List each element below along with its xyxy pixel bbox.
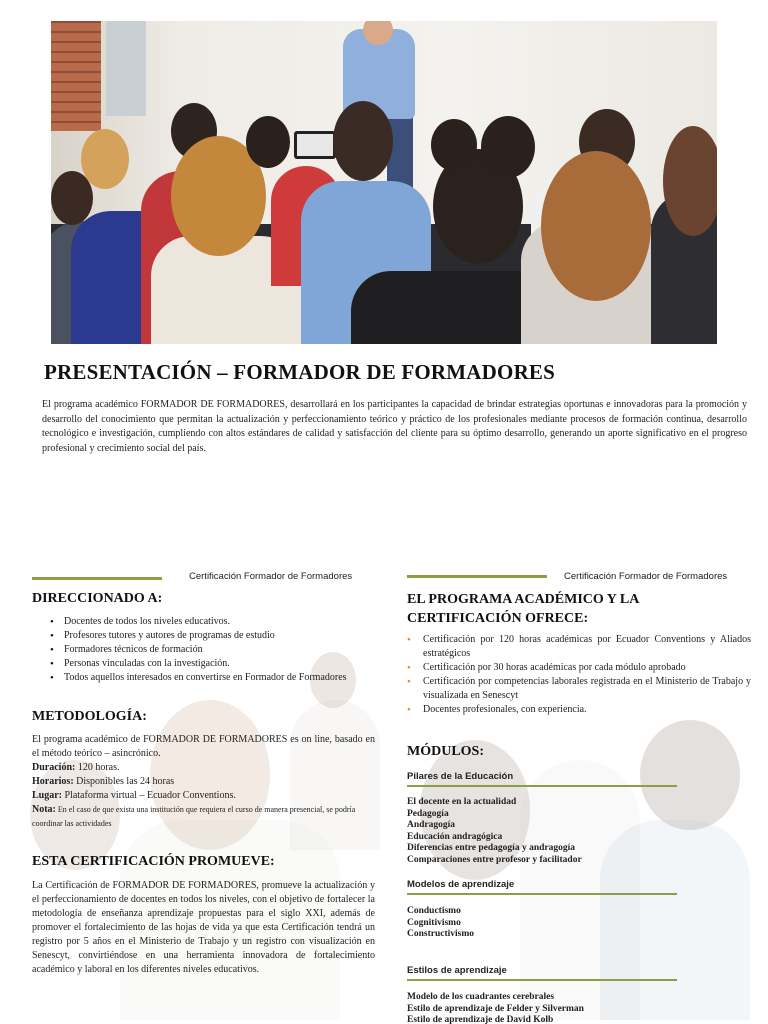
module-item: Conductismo [407, 906, 461, 916]
list-item: • Certificación por competencias laborales registrada en el Ministerio de Trabajo y visualizada en Senescyt [407, 675, 751, 703]
module-rule [407, 893, 677, 895]
horarios-line [32, 775, 375, 789]
module-item: Modelo de los cuadrantes cerebrales [407, 992, 555, 1002]
list-item: • Docentes profesionales, con experiencia. [407, 703, 751, 717]
list-item: • Certificación por 120 horas académicas por Ecuador Conventions y Aliados estratégicos [407, 633, 751, 661]
audience-head [481, 116, 535, 178]
module-rule [407, 785, 677, 787]
module-item: Andragogía [407, 820, 456, 830]
audience-head [663, 126, 717, 236]
module-title-estilos: Estilos de aprendizaje [407, 965, 507, 976]
module-item: Cognitivismo [407, 917, 461, 928]
list-item: • Certificación por 30 horas académicas por cada módulo aprobado [407, 661, 751, 675]
horarios-label: Horarios: [32, 776, 74, 787]
module-item: El docente en la actualidad [407, 797, 517, 807]
hero-window [106, 21, 146, 116]
module-rule [407, 979, 677, 981]
module-item: Estilo de aprendizaje de David Kolb [407, 1015, 554, 1024]
module-items-modelos [407, 906, 474, 941]
module-item: Educación andragógica [407, 831, 503, 842]
module-item: Constructivismo [407, 929, 475, 939]
background-person [600, 820, 750, 1020]
page-title: PRESENTACIÓN – FORMADOR DE FORMADORES [44, 360, 556, 384]
audience-head [81, 129, 129, 189]
module-items-estilos [407, 992, 584, 1024]
left-column-rule [32, 577, 162, 580]
audience-head [246, 116, 290, 168]
audience-tablet [294, 131, 336, 159]
duracion-value: 120 horas. [75, 762, 120, 773]
list-item: • Profesores tutores y autores de programas de estudio [48, 629, 375, 643]
right-column-rule [407, 575, 547, 578]
hero-brick-wall [51, 21, 101, 131]
modulos-title: MÓDULOS: [407, 744, 484, 759]
nota-label: Nota: [32, 804, 56, 815]
ofrece-list [407, 633, 751, 717]
direccionado-title: DIRECCIONADO A: [32, 591, 163, 606]
intro-paragraph: El programa académico FORMADOR DE FORMADORES, desarrollará en los participantes la capacidad de brindar estrategias oportunas e innovadoras para la promoción y desarrollo del conocimiento que permitan la actualización y perfeccionamiento teórico y práctico de los profesionales mediante procesos de formación continua, desarrollo tecnológico e investigación, cumpliendo con altos estándares de calidad y satisfacción del cliente para su óptimo desarrollo, generando un aporte significativo en el progreso profesional y crecimiento social del país. [42, 399, 747, 454]
module-item: Comparaciones entre profesor y facilitador [407, 854, 582, 865]
module-items-pilares [407, 797, 582, 866]
lugar-value: Plataforma virtual – Ecuador Conventions. [62, 790, 236, 801]
audience-head [431, 119, 477, 171]
module-item: Estilo de aprendizaje de Felder y Silverman [407, 1003, 584, 1014]
list-item: • Docentes de todos los niveles educativos. [48, 615, 375, 629]
nota-line [32, 803, 375, 831]
module-title-modelos: Modelos de aprendizaje [407, 879, 515, 890]
ofrece-title: EL PROGRAMA ACADÉMICO Y LA CERTIFICACIÓN OFRECE: [407, 592, 639, 626]
lugar-line [32, 789, 375, 803]
lugar-label: Lugar: [32, 790, 62, 801]
metodologia-text: El programa académico de FORMADOR DE FORMADORES es on line, basado en el método teórico – asincrónico. [32, 734, 375, 759]
direccionado-list [48, 615, 375, 685]
audience-head [541, 151, 651, 301]
module-item: Pedagogía [407, 808, 449, 819]
promueve-title: ESTA CERTIFICACIÓN PROMUEVE: [32, 854, 275, 869]
background-person-head [640, 720, 740, 830]
list-item: • Formadores técnicos de formación [48, 643, 375, 657]
promueve-text: La Certificación de FORMADOR DE FORMADORES, promueve la actualización y el perfeccionamiento de docentes en todos los niveles, con el objetivo de fortalecer la metodología de enseñanza aprendizaje propuestas para el siglo XXI, además de promover el fortalecimiento de las hojas de vida ya que esta Certificación tendrá un registro por 5 años en el Ministerio de Trabajo y un registro con visualización en Senescyt, convirtiéndose en una herramienta innovadora de fortalecimiento académico y laboral en los diferentes niveles educativos. [32, 880, 375, 975]
horarios-value: Disponibles las 24 horas [73, 776, 175, 787]
duracion-label: Duración: [32, 762, 76, 773]
list-item: • Personas vinculadas con la investigación. [48, 657, 375, 671]
duracion-line [32, 761, 375, 775]
module-item: Diferencias entre pedagogía y andragogía [407, 843, 575, 853]
right-column-tag: Certificación Formador de Formadores [564, 571, 728, 582]
nota-value: En el caso de que exista una institución que requiera el curso de manera presencial, se podría coordinar las actividades [32, 805, 356, 828]
list-item: • Todos aquellos interesados en convertirse en Formador de Formadores [48, 671, 375, 685]
left-column-tag: Certificación Formador de Formadores [189, 571, 353, 582]
hero-photo-classroom [51, 21, 717, 344]
audience-head [333, 101, 393, 181]
module-title-pilares: Pilares de la Educación [407, 771, 514, 782]
metodologia-title: METODOLOGÍA: [32, 709, 147, 724]
